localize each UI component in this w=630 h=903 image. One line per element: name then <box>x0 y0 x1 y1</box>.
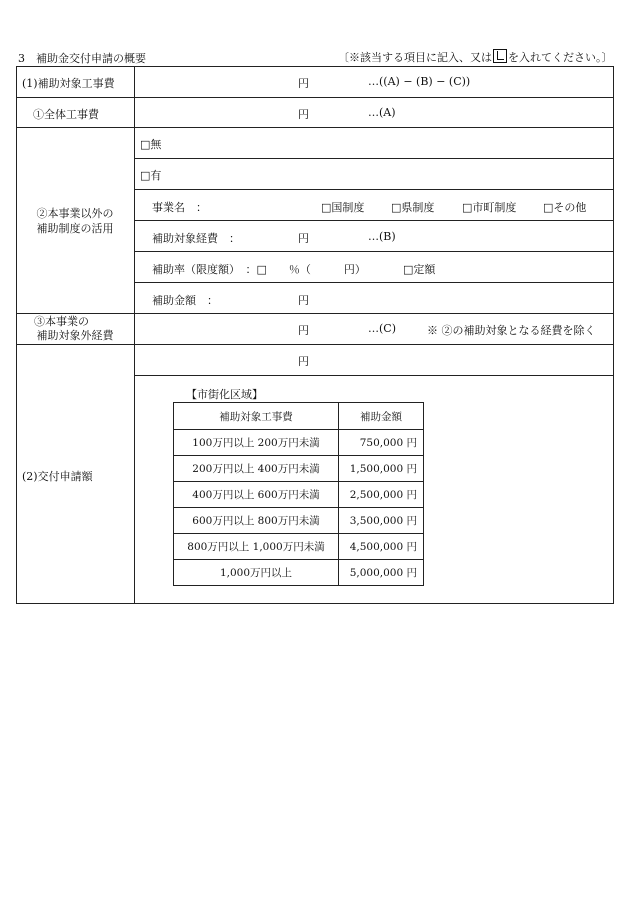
total-cost-label: ①全体工事費 <box>33 108 99 121</box>
subsidy-rate-label[interactable]: 補助率（限度額） ：□ ％（ 円） <box>152 263 366 276</box>
instruction-post: を入れてください。〕 <box>508 51 613 64</box>
option-none-checkbox[interactable]: □無 <box>140 138 162 151</box>
row-divider <box>134 158 614 159</box>
subsidized-cost-formula: …((A) − (B) − (C)) <box>368 75 471 88</box>
table-row <box>174 456 424 482</box>
total-cost-formula: …(A) <box>368 106 396 119</box>
program-checkbox-national[interactable]: □国制度 <box>321 201 365 214</box>
instruction-note <box>338 49 613 65</box>
column-divider <box>134 66 135 604</box>
table-border-bottom <box>16 603 614 604</box>
table-cell-range: 100万円以上 200万円未満 <box>174 430 339 456</box>
subsidized-cost-input[interactable] <box>298 92 388 93</box>
table-row <box>174 430 424 456</box>
table-cell-amount: 3,500,000 円 <box>339 508 424 534</box>
subsidized-cost-label: (1)補助対象工事費 <box>22 77 115 90</box>
table-cell-amount: 4,500,000 円 <box>339 534 424 560</box>
table-cell-range: 1,000万円以上 <box>174 560 339 586</box>
program-checkbox-other[interactable]: □その他 <box>543 201 587 214</box>
table-cell-range: 800万円以上 1,000万円未満 <box>174 534 339 560</box>
project-name-label: 事業名 ： <box>152 201 207 214</box>
row-divider <box>134 375 614 376</box>
row-divider <box>134 189 614 190</box>
row-divider <box>134 282 614 283</box>
other-subsidy-label-line1: ②本事業以外の <box>36 207 114 220</box>
excluded-cost-label-line1: ③本事業の <box>34 315 89 328</box>
other-subsidy-label-line2: 補助制度の活用 <box>36 222 114 236</box>
row-divider <box>16 97 614 98</box>
table-border-right <box>613 66 614 604</box>
table-cell-amount: 750,000 円 <box>339 430 424 456</box>
subsidized-cost-unit: 円 <box>298 77 309 90</box>
row-divider <box>16 313 614 314</box>
target-cost-formula: …(B) <box>368 230 396 243</box>
table-row <box>174 508 424 534</box>
table-header-amount: 補助金額 <box>339 403 424 430</box>
total-cost-unit: 円 <box>298 108 309 121</box>
table-cell-range: 400万円以上 600万円未満 <box>174 482 339 508</box>
table-row <box>174 560 424 586</box>
subsidy-amount-label: 補助金額 ： <box>152 294 218 307</box>
target-cost-unit: 円 <box>298 232 309 245</box>
row-divider <box>134 251 614 252</box>
program-checkbox-municipal[interactable]: □市町制度 <box>462 201 517 214</box>
table-cell-amount: 1,500,000 円 <box>339 456 424 482</box>
table-cell-range: 200万円以上 400万円未満 <box>174 456 339 482</box>
table-row <box>174 482 424 508</box>
table-border-top <box>16 66 614 67</box>
row-divider <box>16 344 614 345</box>
subsidy-amount-table <box>173 402 424 586</box>
excluded-cost-unit: 円 <box>298 324 309 337</box>
application-amount-label: (2)交付申請額 <box>22 470 93 483</box>
section-title: 3 補助金交付申請の概要 <box>18 52 146 65</box>
instruction-pre: 〔※該当する項目に記入、又は <box>338 51 492 64</box>
excluded-cost-formula: …(C) <box>368 322 396 335</box>
subsidy-amount-unit: 円 <box>298 294 309 307</box>
row-divider <box>134 220 614 221</box>
table-cell-amount: 5,000,000 円 <box>339 560 424 586</box>
area-title: 【市街化区域】 <box>186 388 263 401</box>
target-cost-label: 補助対象経費 ： <box>152 232 240 245</box>
excluded-cost-label-line2: 補助対象外経費 <box>36 328 114 342</box>
excluded-cost-note: ※ ②の補助対象となる経費を除く <box>427 324 596 337</box>
checkmark-icon <box>493 49 507 63</box>
table-cell-amount: 2,500,000 円 <box>339 482 424 508</box>
subsidy-rate-fixed-checkbox[interactable]: □定額 <box>403 263 436 276</box>
excluded-cost-label <box>16 315 134 343</box>
table-row <box>174 534 424 560</box>
application-amount-unit: 円 <box>298 355 309 368</box>
other-subsidy-label <box>16 206 134 237</box>
table-header-row <box>174 403 424 430</box>
table-cell-range: 600万円以上 800万円未満 <box>174 508 339 534</box>
option-yes-checkbox[interactable]: □有 <box>140 169 162 182</box>
program-checkbox-prefecture[interactable]: □県制度 <box>391 201 435 214</box>
table-header-cost: 補助対象工事費 <box>174 403 339 430</box>
row-divider <box>16 127 614 128</box>
